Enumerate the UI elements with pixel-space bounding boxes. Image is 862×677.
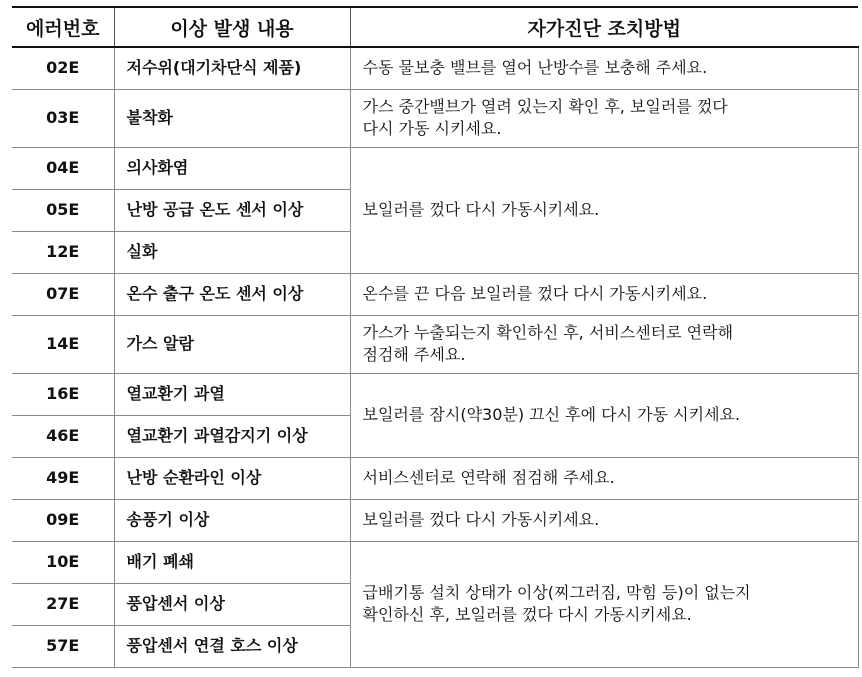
fault-description-cell: 풍압센서 이상 <box>114 583 350 625</box>
fault-description-cell: 실화 <box>114 231 350 273</box>
header-row <box>12 7 858 47</box>
action-text-line: 확인하신 후, 보일러를 껐다 다시 가동시키세요. <box>362 605 692 624</box>
fault-description-cell: 배기 폐쇄 <box>114 541 350 583</box>
error-code-cell: 02E <box>12 47 114 89</box>
table-row <box>12 315 858 373</box>
action-cell <box>350 541 858 667</box>
action-cell <box>350 89 858 147</box>
action-cell <box>350 273 858 315</box>
error-code-cell: 12E <box>12 231 114 273</box>
action-cell <box>350 315 858 373</box>
action-cell <box>350 373 858 457</box>
fault-description-cell: 난방 공급 온도 센서 이상 <box>114 189 350 231</box>
action-text-line: 보일러를 잠시(약30분) 끄신 후에 다시 가동 시키세요. <box>362 405 741 424</box>
table-row <box>12 147 858 189</box>
action-text-line: 보일러를 껐다 다시 가동시키세요. <box>362 200 600 219</box>
action-cell <box>350 499 858 541</box>
action-text-line: 급배기통 설치 상태가 이상(찌그러짐, 막힘 등)이 없는지 <box>362 583 751 602</box>
error-code-cell: 04E <box>12 147 114 189</box>
fault-description-cell: 송풍기 이상 <box>114 499 350 541</box>
fault-description-cell: 저수위(대기차단식 제품) <box>114 47 350 89</box>
action-text-line: 수동 물보충 밸브를 열어 난방수를 보충해 주세요. <box>362 58 708 78</box>
table-row <box>12 273 858 315</box>
error-code-cell: 09E <box>12 499 114 541</box>
table-body <box>12 47 858 667</box>
error-code-cell: 27E <box>12 583 114 625</box>
action-text-line: 가스 중간밸브가 열려 있는지 확인 후, 보일러를 껐다 <box>362 97 728 116</box>
action-text-line: 점검해 주세요. <box>362 345 466 364</box>
fault-description-cell: 풍압센서 연결 호스 이상 <box>114 625 350 667</box>
table-row <box>12 89 858 147</box>
error-code-cell: 57E <box>12 625 114 667</box>
error-code-cell: 05E <box>12 189 114 231</box>
header-fault-description: 이상 발생 내용 <box>114 7 350 47</box>
fault-description-cell: 불착화 <box>114 89 350 147</box>
error-code-cell: 03E <box>12 89 114 147</box>
fault-description-cell: 가스 알람 <box>114 315 350 373</box>
error-code-cell: 14E <box>12 315 114 373</box>
table-row <box>12 541 858 583</box>
table-row <box>12 47 858 89</box>
fault-description-cell: 난방 순환라인 이상 <box>114 457 350 499</box>
action-cell <box>350 147 858 273</box>
action-text-line: 온수를 끈 다음 보일러를 껐다 다시 가동시키세요. <box>362 284 708 303</box>
action-text-line: 다시 가동 시키세요. <box>362 119 502 138</box>
error-code-cell: 16E <box>12 373 114 415</box>
table-row <box>12 373 858 415</box>
fault-description-cell: 열교환기 과열감지기 이상 <box>114 415 350 457</box>
error-code-cell: 49E <box>12 457 114 499</box>
error-code-table <box>12 6 859 668</box>
error-code-cell: 07E <box>12 273 114 315</box>
header-error-code: 에러번호 <box>12 7 114 47</box>
table-row <box>12 499 858 541</box>
action-text-line: 서비스센터로 연락해 점검해 주세요. <box>362 468 615 487</box>
error-code-cell: 10E <box>12 541 114 583</box>
fault-description-cell: 열교환기 과열 <box>114 373 350 415</box>
fault-description-cell: 의사화염 <box>114 147 350 189</box>
action-text-line: 보일러를 껐다 다시 가동시키세요. <box>362 510 600 529</box>
action-cell <box>350 457 858 499</box>
table-row <box>12 457 858 499</box>
fault-description-cell: 온수 출구 온도 센서 이상 <box>114 273 350 315</box>
header-self-diagnosis-action: 자가진단 조치방법 <box>350 7 858 47</box>
action-cell <box>350 47 858 89</box>
action-text-line: 가스가 누출되는지 확인하신 후, 서비스센터로 연락해 <box>362 323 734 342</box>
error-code-cell: 46E <box>12 415 114 457</box>
